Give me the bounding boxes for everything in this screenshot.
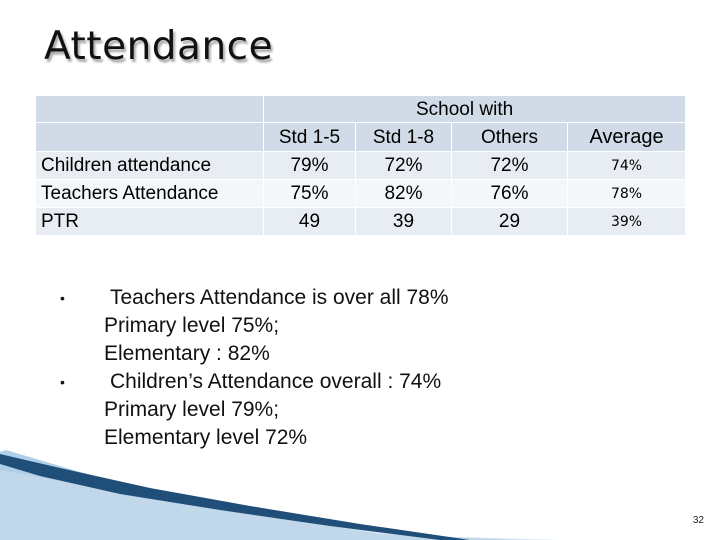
bullet-marker: •	[60, 290, 65, 306]
table-cell: 72%	[452, 152, 568, 180]
table-corner-cell	[36, 96, 264, 123]
slide-title: Attendance	[44, 24, 274, 69]
column-header: Others	[452, 123, 568, 152]
table-cell: 74%	[568, 152, 686, 180]
table-cell: 75%	[264, 180, 356, 208]
table-cell: 72%	[356, 152, 452, 180]
bullet-line: Elementary : 82%	[104, 342, 270, 365]
bullet-line: Children’s Attendance overall : 74%	[110, 370, 442, 393]
table-cell: 79%	[264, 152, 356, 180]
attendance-table	[35, 95, 686, 236]
header-label-cell	[36, 123, 264, 152]
page-number: 32	[692, 515, 704, 526]
bullet-list	[60, 284, 660, 452]
table-cell: 78%	[568, 180, 686, 208]
bullet-line: Teachers Attendance is over all 78%	[110, 286, 449, 309]
bullet-line: Primary level 75%;	[104, 314, 280, 337]
table-cell: 49	[264, 208, 356, 236]
column-header: Std 1-8	[356, 123, 452, 152]
column-header: Std 1-5	[264, 123, 356, 152]
table-header-row	[36, 123, 686, 152]
row-label: PTR	[36, 208, 264, 236]
group-header-school-with: School with	[264, 96, 686, 123]
table-cell: 39%	[568, 208, 686, 236]
bullet-marker: •	[60, 374, 65, 390]
table-group-header-row	[36, 96, 686, 123]
table-row	[36, 152, 686, 180]
decorative-wave	[0, 440, 720, 540]
bullet-item	[60, 284, 660, 368]
table-cell: 76%	[452, 180, 568, 208]
table-cell: 82%	[356, 180, 452, 208]
row-label: Children attendance	[36, 152, 264, 180]
column-header: Average	[568, 123, 686, 152]
row-label: Teachers Attendance	[36, 180, 264, 208]
bullet-line: Primary level 79%;	[104, 398, 280, 421]
table-row	[36, 180, 686, 208]
table-cell: 29	[452, 208, 568, 236]
table-row	[36, 208, 686, 236]
table-cell: 39	[356, 208, 452, 236]
bullet-line: Elementary level 72%	[104, 426, 308, 449]
